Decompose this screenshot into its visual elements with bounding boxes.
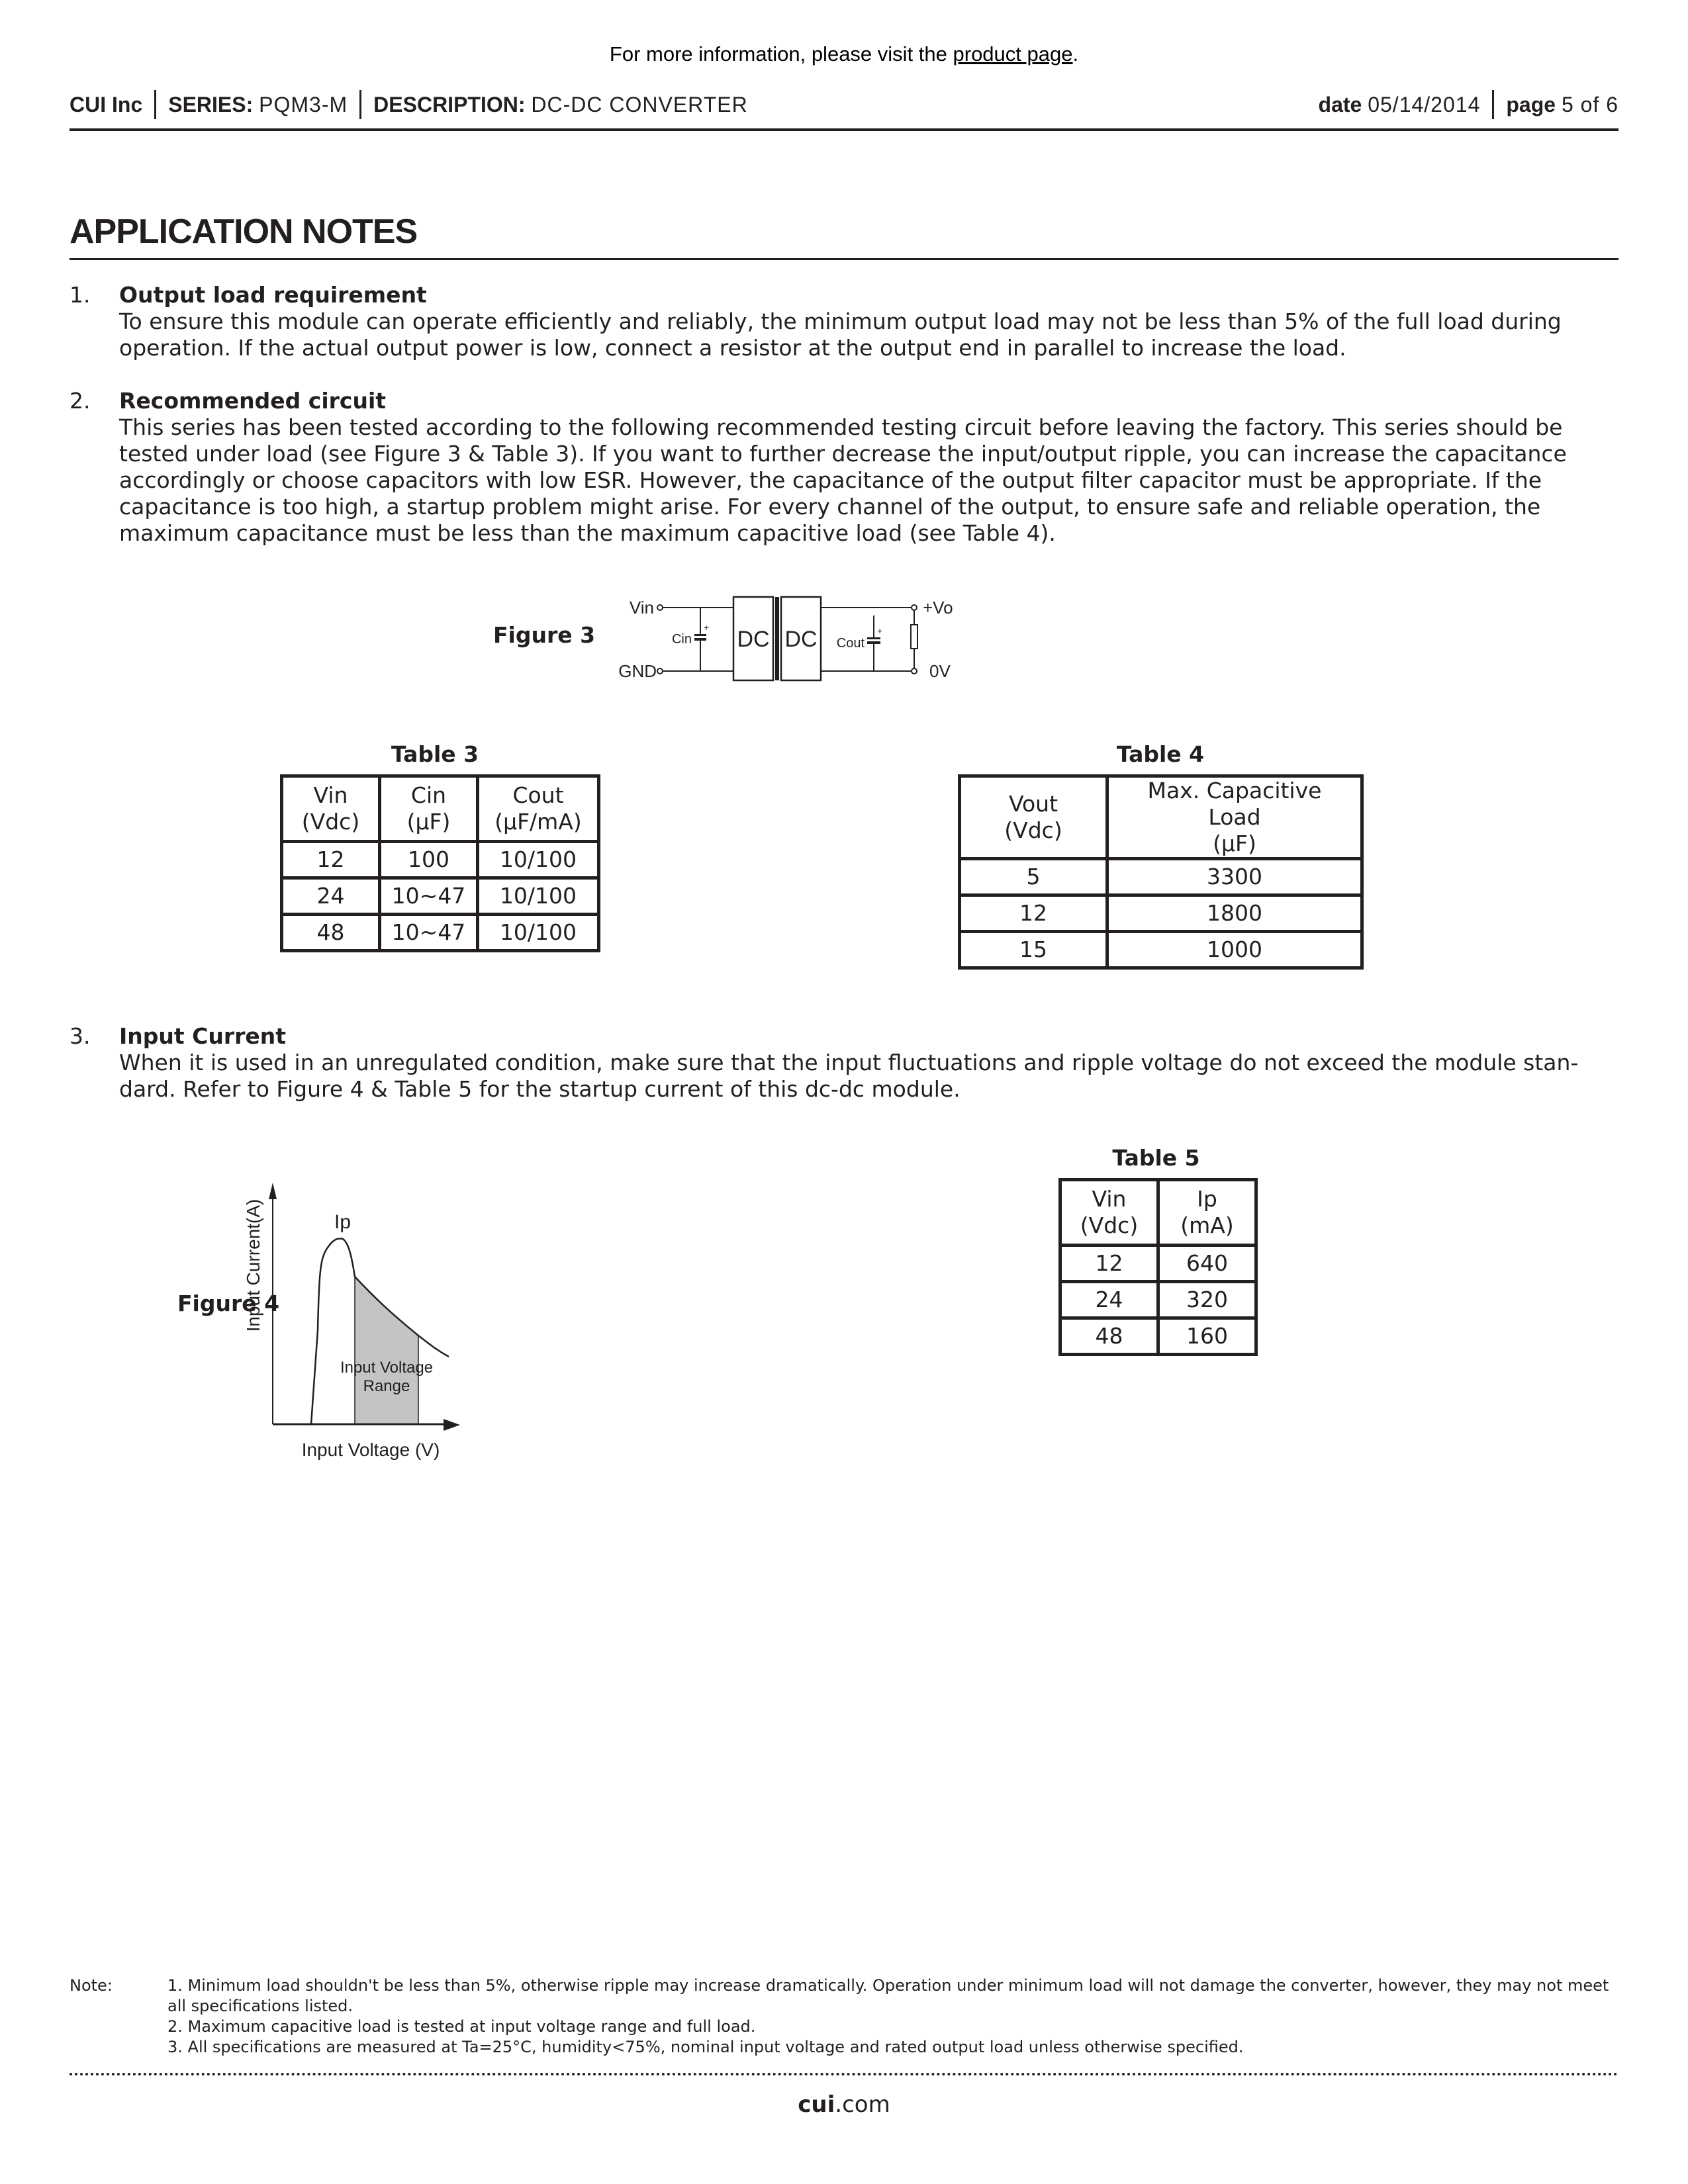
vo-terminal	[912, 605, 917, 610]
header-divider	[154, 90, 156, 119]
date-value: 05/14/2014	[1368, 92, 1481, 116]
figure4-label: Figure 4	[177, 1291, 280, 1316]
x-axis-label: Input Voltage (V)	[301, 1439, 440, 1460]
table5-cell: 48	[1060, 1318, 1158, 1355]
date-label: date	[1318, 92, 1362, 116]
table4-cell: 12	[960, 895, 1107, 932]
table-row	[282, 842, 599, 878]
range-label-line1: Input Voltage	[340, 1359, 434, 1377]
table5-header-cell: Ip (mA)	[1158, 1180, 1256, 1246]
section-number: 3.	[70, 1023, 91, 1049]
footer-website[interactable]	[0, 2091, 1688, 2118]
table-row	[960, 895, 1362, 932]
table3-cell: 10~47	[380, 878, 478, 915]
section-heading: Recommended circuit	[119, 388, 387, 414]
cout-plate-top	[867, 637, 880, 639]
table5-caption: Table 5	[1112, 1145, 1200, 1171]
table4-cell: 3300	[1107, 859, 1362, 895]
table4-cell: 1800	[1107, 895, 1362, 932]
load-resistor	[911, 625, 917, 649]
title-rule	[70, 258, 1618, 260]
ov-terminal	[912, 668, 917, 674]
table3-caption: Table 3	[391, 741, 479, 767]
footer-dotted-rule	[70, 2073, 1618, 2075]
document-header	[70, 89, 1618, 120]
x-axis-arrow	[444, 1419, 460, 1431]
vo-label: +Vo	[923, 598, 953, 617]
table-row	[960, 859, 1362, 895]
range-label-line2: Range	[363, 1377, 410, 1395]
header-divider	[1492, 90, 1494, 119]
cout-plate-bottom	[867, 641, 880, 644]
cin-plate-bottom	[694, 638, 706, 641]
table3	[280, 774, 600, 952]
ov-label: 0V	[929, 661, 951, 681]
cin-plate-top	[694, 634, 706, 636]
notes-label: Note:	[70, 1976, 113, 1995]
notes-block	[70, 1976, 1618, 2058]
section-recommended-circuit	[70, 388, 1618, 547]
vin-terminal	[657, 605, 663, 610]
table5-cell: 640	[1158, 1246, 1256, 1282]
cin-plus: +	[704, 622, 710, 633]
table4	[958, 774, 1364, 970]
peak-label: Ip	[334, 1211, 352, 1233]
table5-header-row	[1060, 1180, 1256, 1246]
table4-header-row	[960, 776, 1362, 859]
section-text: This series has been tested according to the following recommended testing circuit before leaving the factory. This series should be tested under load (see Figure 3 & Table 3). If you want to further decrease the input/output ripple, you can increase the capacitance accordingly or choose capacitors with low ESR. However, the capacitance of the output filter capacitor must be appropriate. If the capacitance is too high, a startup problem might arise. For every channel of the output, to ensure safe and reliable operation, the maximum capacitance must be less than the maximum capacitive load (see Table 4).	[119, 414, 1567, 546]
table5-cell: 160	[1158, 1318, 1256, 1355]
table4-cell: 5	[960, 859, 1107, 895]
table5-header-cell: Vin (Vdc)	[1060, 1180, 1158, 1246]
table5-cell: 320	[1158, 1282, 1256, 1318]
table3-cell: 24	[282, 878, 380, 915]
header-divider	[359, 90, 361, 119]
dc-output-label: DC	[784, 627, 818, 652]
info-suffix: .	[1072, 42, 1079, 66]
table-row	[1060, 1282, 1256, 1318]
series-label: SERIES:	[168, 92, 254, 116]
section-text: When it is used in an unregulated condition, make sure that the input fluctuations and ripple voltage do not exceed the module stan-dard. Refer to Figure 4 & Table 5 for the startup current of this dc-dc module.	[119, 1050, 1579, 1102]
dc-input-label: DC	[737, 627, 770, 652]
table3-header-cell: Cout (µF/mA)	[478, 776, 599, 842]
header-rule	[70, 128, 1618, 131]
table4-header-cell: Max. Capacitive Load (µF)	[1107, 776, 1362, 859]
section-text: To ensure this module can operate efficiently and reliably, the minimum output load may not be less than 5% of the full load during operation. If the actual output power is low, connect a resistor at the output end in parallel to increase the load.	[119, 308, 1562, 361]
description-value: DC-DC CONVERTER	[531, 92, 748, 116]
table4-header-cell: Vout (Vdc)	[960, 776, 1107, 859]
table3-cell: 10/100	[478, 842, 599, 878]
transformer-bar	[775, 597, 779, 680]
table3-cell: 12	[282, 842, 380, 878]
table4-cell: 15	[960, 932, 1107, 968]
product-page-link[interactable]: product page	[953, 42, 1073, 66]
y-axis-label: Input Current(A)	[243, 1199, 263, 1332]
description-label: DESCRIPTION:	[373, 92, 526, 116]
table3-cell: 10/100	[478, 915, 599, 951]
table3-cell: 10~47	[380, 915, 478, 951]
section-number: 2.	[70, 388, 91, 414]
table3-cell: 48	[282, 915, 380, 951]
note-item: 3. All specifications are measured at Ta=25°C, humidity<75%, nominal input voltage and rated output load unless otherwise specified.	[167, 2038, 1244, 2056]
input-voltage-range-area	[355, 1277, 418, 1424]
page-value: 5 of 6	[1561, 92, 1618, 116]
vin-label: Vin	[629, 598, 654, 617]
table3-header-cell: Cin (µF)	[380, 776, 478, 842]
figure4-input-current-curve	[146, 1165, 808, 1469]
figure3-label: Figure 3	[493, 622, 596, 648]
page-title: APPLICATION NOTES	[70, 212, 418, 251]
gnd-terminal	[657, 668, 663, 674]
table3-header-row	[282, 776, 599, 842]
cout-plus: +	[877, 625, 883, 636]
note-item: 2. Maximum capacitive load is tested at input voltage range and full load.	[167, 2017, 756, 2036]
section-number: 1.	[70, 282, 91, 308]
footer-domain: .com	[835, 2091, 890, 2118]
section-output-load	[70, 282, 1618, 361]
section-heading: Output load requirement	[119, 282, 427, 308]
section-heading: Input Current	[119, 1023, 287, 1049]
info-prefix: For more information, please visit the	[609, 42, 953, 66]
page-label: page	[1506, 92, 1556, 116]
table5-cell: 12	[1060, 1246, 1158, 1282]
series-value: PQM3-M	[259, 92, 348, 116]
table-row	[1060, 1246, 1256, 1282]
figure3-circuit-diagram	[609, 589, 1059, 682]
product-info-line	[0, 42, 1688, 66]
gnd-label: GND	[618, 661, 657, 681]
table4-cell: 1000	[1107, 932, 1362, 968]
table3-header-cell: Vin (Vdc)	[282, 776, 380, 842]
table3-cell: 10/100	[478, 878, 599, 915]
table5	[1058, 1178, 1258, 1356]
y-axis-arrow	[269, 1183, 277, 1199]
section-input-current	[70, 1023, 1618, 1103]
table-row	[282, 878, 599, 915]
company-name: CUI Inc	[70, 92, 143, 116]
table4-caption: Table 4	[1116, 741, 1205, 767]
footer-brand: cui	[798, 2091, 835, 2118]
cout-label: Cout	[836, 636, 865, 651]
table5-cell: 24	[1060, 1282, 1158, 1318]
table-row	[1060, 1318, 1256, 1355]
note-item: 1. Minimum load shouldn't be less than 5%, otherwise ripple may increase dramatically. Operation under minimum load will not damage the converter, however, they may not meet all specifications listed.	[167, 1976, 1609, 2015]
table3-cell: 100	[380, 842, 478, 878]
cin-label: Cin	[671, 632, 692, 647]
table-row	[960, 932, 1362, 968]
table-row	[282, 915, 599, 951]
